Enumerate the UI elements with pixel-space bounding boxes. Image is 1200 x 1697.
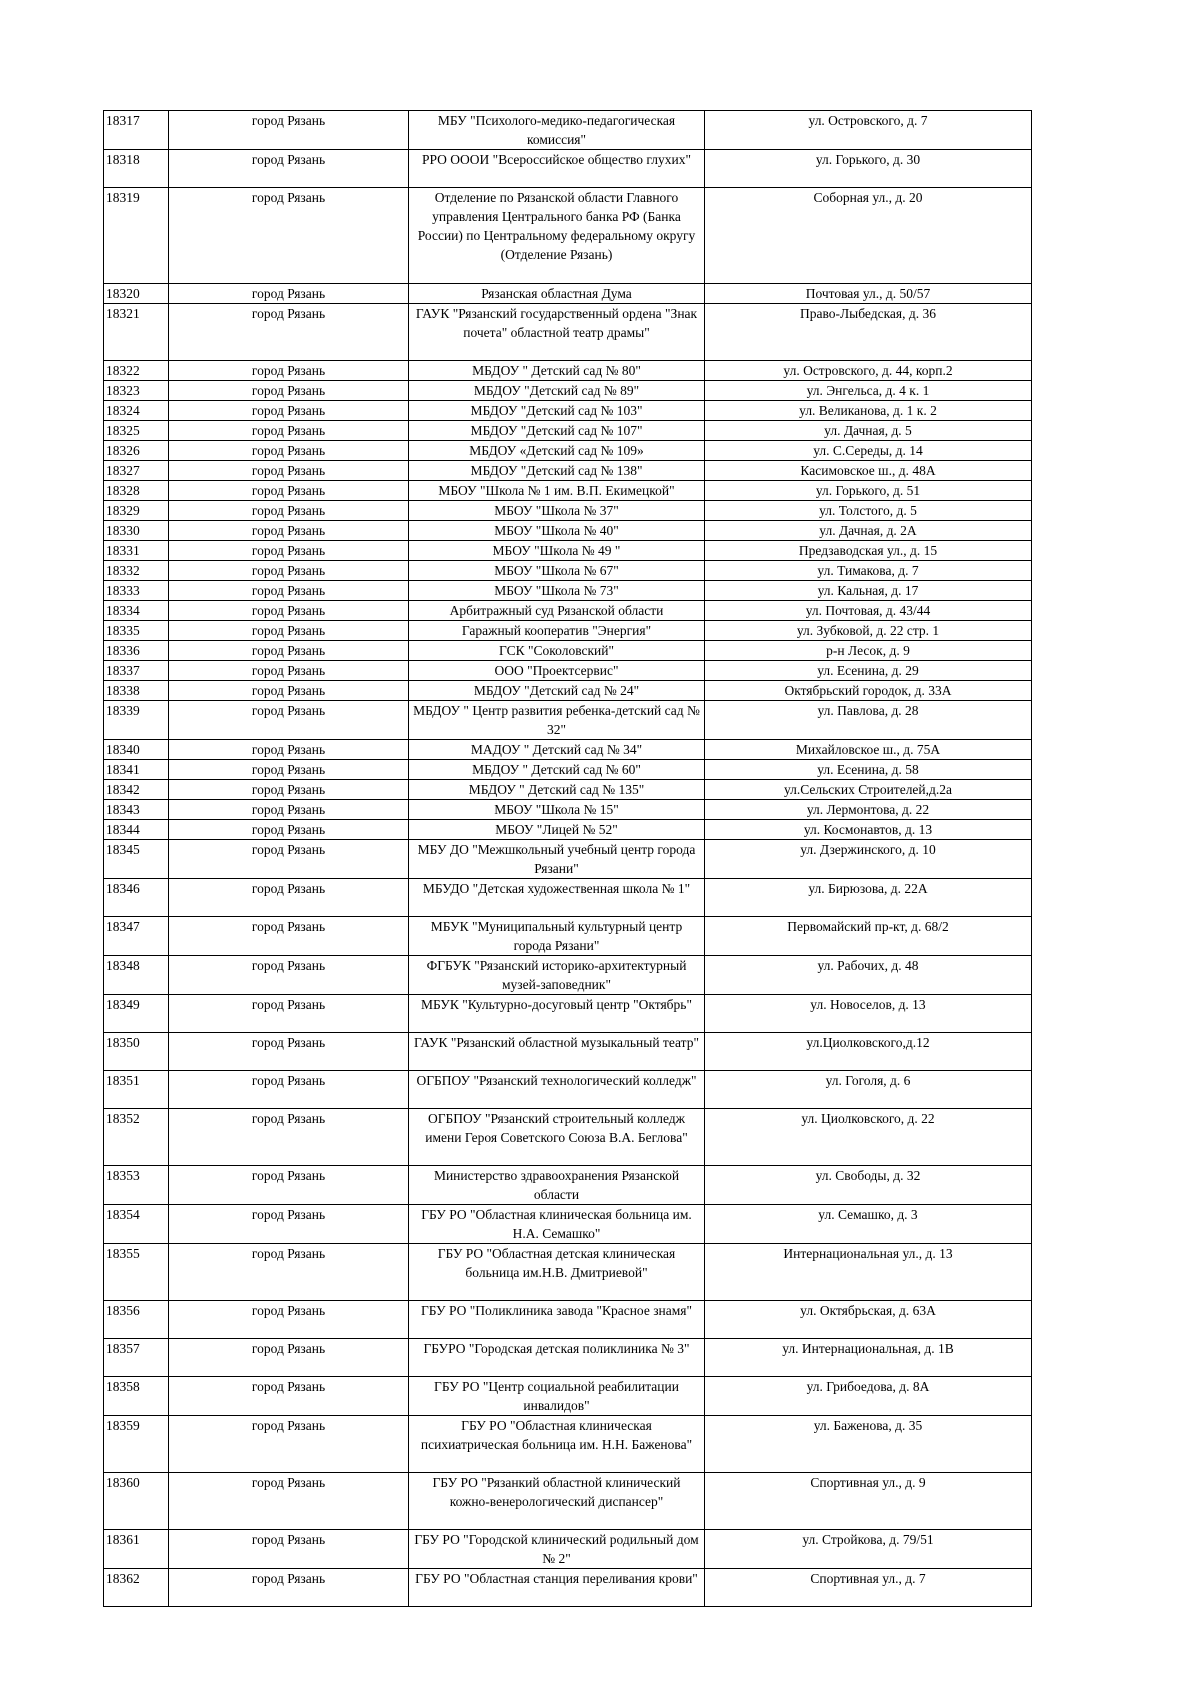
row-number-cell: 18325 xyxy=(104,421,169,441)
row-number-cell: 18330 xyxy=(104,521,169,541)
row-number-cell: 18340 xyxy=(104,740,169,760)
city-cell: город Рязань xyxy=(169,1377,409,1416)
registry-table-body xyxy=(104,111,1032,1607)
address-cell: Спортивная ул., д. 7 xyxy=(705,1569,1032,1607)
row-number-cell: 18338 xyxy=(104,681,169,701)
row-number-cell: 18357 xyxy=(104,1339,169,1377)
table-row xyxy=(104,1244,1032,1301)
city-cell: город Рязань xyxy=(169,740,409,760)
row-number-cell: 18341 xyxy=(104,760,169,780)
address-cell: ул. Островского, д. 44, корп.2 xyxy=(705,361,1032,381)
organization-cell: Рязанская областная Дума xyxy=(409,284,705,304)
organization-cell: ГБУ РО "Областная станция переливания крови" xyxy=(409,1569,705,1607)
row-number-cell: 18347 xyxy=(104,917,169,956)
row-number-cell: 18332 xyxy=(104,561,169,581)
address-cell: ул. Есенина, д. 58 xyxy=(705,760,1032,780)
city-cell: город Рязань xyxy=(169,541,409,561)
address-cell: ул. С.Середы, д. 14 xyxy=(705,441,1032,461)
organization-cell: ГБУ РО "Областная детская клиническая больница им.Н.В. Дмитриевой" xyxy=(409,1244,705,1301)
table-row xyxy=(104,521,1032,541)
organization-cell: МБУ "Психолого-медико-педагогическая комиссия" xyxy=(409,111,705,150)
organization-cell: РРО ОООИ "Всероссийское общество глухих" xyxy=(409,150,705,188)
table-row xyxy=(104,284,1032,304)
row-number-cell: 18352 xyxy=(104,1109,169,1166)
organization-cell: МБУДО "Детская художественная школа № 1" xyxy=(409,879,705,917)
address-cell: ул. Лермонтова, д. 22 xyxy=(705,800,1032,820)
city-cell: город Рязань xyxy=(169,1569,409,1607)
table-row xyxy=(104,780,1032,800)
organization-cell: МБДОУ " Детский сад № 80" xyxy=(409,361,705,381)
address-cell: ул. Дачная, д. 2А xyxy=(705,521,1032,541)
row-number-cell: 18319 xyxy=(104,188,169,284)
address-cell: Почтовая ул., д. 50/57 xyxy=(705,284,1032,304)
city-cell: город Рязань xyxy=(169,917,409,956)
address-cell: ул. Циолковского, д. 22 xyxy=(705,1109,1032,1166)
address-cell: ул. Семашко, д. 3 xyxy=(705,1205,1032,1244)
table-row xyxy=(104,541,1032,561)
row-number-cell: 18342 xyxy=(104,780,169,800)
organization-cell: МБУ ДО "Межшкольный учебный центр города Рязани" xyxy=(409,840,705,879)
address-cell: р-н Лесок, д. 9 xyxy=(705,641,1032,661)
table-row xyxy=(104,581,1032,601)
organization-cell: ГБУ РО "Поликлиника завода "Красное знамя" xyxy=(409,1301,705,1339)
row-number-cell: 18323 xyxy=(104,381,169,401)
row-number-cell: 18361 xyxy=(104,1530,169,1569)
table-row xyxy=(104,820,1032,840)
organization-cell: ГБУ РО "Центр социальной реабилитации инвалидов" xyxy=(409,1377,705,1416)
city-cell: город Рязань xyxy=(169,760,409,780)
table-row xyxy=(104,641,1032,661)
row-number-cell: 18339 xyxy=(104,701,169,740)
row-number-cell: 18335 xyxy=(104,621,169,641)
organization-cell: МБОУ "Школа № 73" xyxy=(409,581,705,601)
table-row xyxy=(104,760,1032,780)
table-row xyxy=(104,1109,1032,1166)
organization-cell: МБДОУ " Детский сад № 60" xyxy=(409,760,705,780)
city-cell: город Рязань xyxy=(169,421,409,441)
row-number-cell: 18331 xyxy=(104,541,169,561)
organization-cell: ГАУК "Рязанский областной музыкальный театр" xyxy=(409,1033,705,1071)
address-cell: ул. Островского, д. 7 xyxy=(705,111,1032,150)
organization-cell: ГБУ РО "Рязанкий областной клинический кожно-венерологический диспансер" xyxy=(409,1473,705,1530)
city-cell: город Рязань xyxy=(169,1339,409,1377)
address-cell: ул. Интернациональная, д. 1В xyxy=(705,1339,1032,1377)
city-cell: город Рязань xyxy=(169,561,409,581)
row-number-cell: 18354 xyxy=(104,1205,169,1244)
address-cell: Касимовское ш., д. 48А xyxy=(705,461,1032,481)
row-number-cell: 18328 xyxy=(104,481,169,501)
address-cell: ул.Сельских Строителей,д.2а xyxy=(705,780,1032,800)
table-row xyxy=(104,1205,1032,1244)
address-cell: ул. Гоголя, д. 6 xyxy=(705,1071,1032,1109)
table-row xyxy=(104,1071,1032,1109)
row-number-cell: 18329 xyxy=(104,501,169,521)
row-number-cell: 18351 xyxy=(104,1071,169,1109)
address-cell: ул. Есенина, д. 29 xyxy=(705,661,1032,681)
address-cell: Право-Лыбедская, д. 36 xyxy=(705,304,1032,361)
city-cell: город Рязань xyxy=(169,820,409,840)
address-cell: Соборная ул., д. 20 xyxy=(705,188,1032,284)
table-row xyxy=(104,1033,1032,1071)
row-number-cell: 18334 xyxy=(104,601,169,621)
row-number-cell: 18343 xyxy=(104,800,169,820)
city-cell: город Рязань xyxy=(169,879,409,917)
city-cell: город Рязань xyxy=(169,401,409,421)
address-cell: Предзаводская ул., д. 15 xyxy=(705,541,1032,561)
city-cell: город Рязань xyxy=(169,701,409,740)
city-cell: город Рязань xyxy=(169,150,409,188)
table-row xyxy=(104,401,1032,421)
organization-cell: МБУК "Культурно-досуговый центр "Октябрь" xyxy=(409,995,705,1033)
address-cell: Интернациональная ул., д. 13 xyxy=(705,1244,1032,1301)
organization-cell: Арбитражный суд Рязанской области xyxy=(409,601,705,621)
city-cell: город Рязань xyxy=(169,641,409,661)
organization-cell: МБДОУ "Детский сад № 89" xyxy=(409,381,705,401)
city-cell: город Рязань xyxy=(169,800,409,820)
address-cell: ул.Циолковского,д.12 xyxy=(705,1033,1032,1071)
address-cell: ул. Октябрьская, д. 63А xyxy=(705,1301,1032,1339)
city-cell: город Рязань xyxy=(169,1109,409,1166)
table-row xyxy=(104,381,1032,401)
table-row xyxy=(104,956,1032,995)
city-cell: город Рязань xyxy=(169,1301,409,1339)
organization-cell: МБОУ "Школа № 15" xyxy=(409,800,705,820)
table-row xyxy=(104,740,1032,760)
row-number-cell: 18336 xyxy=(104,641,169,661)
address-cell: Спортивная ул., д. 9 xyxy=(705,1473,1032,1530)
city-cell: город Рязань xyxy=(169,581,409,601)
row-number-cell: 18324 xyxy=(104,401,169,421)
organization-cell: МБДОУ "Детский сад № 24" xyxy=(409,681,705,701)
organization-cell: ГБУ РО "Областная клиническая больница им. Н.А. Семашко" xyxy=(409,1205,705,1244)
row-number-cell: 18360 xyxy=(104,1473,169,1530)
table-row xyxy=(104,481,1032,501)
organization-cell: МБОУ "Лицей № 52" xyxy=(409,820,705,840)
organization-cell: МБОУ "Школа № 40" xyxy=(409,521,705,541)
address-cell: ул. Стройкова, д. 79/51 xyxy=(705,1530,1032,1569)
address-cell: ул. Бирюзова, д. 22А xyxy=(705,879,1032,917)
organization-cell: МАДОУ " Детский сад № 34" xyxy=(409,740,705,760)
table-row xyxy=(104,995,1032,1033)
table-row xyxy=(104,681,1032,701)
city-cell: город Рязань xyxy=(169,1166,409,1205)
address-cell: ул. Дачная, д. 5 xyxy=(705,421,1032,441)
address-cell: ул. Почтовая, д. 43/44 xyxy=(705,601,1032,621)
organization-cell: ОГБПОУ "Рязанский строительный колледж имени Героя Советского Союза В.А. Беглова" xyxy=(409,1109,705,1166)
table-row xyxy=(104,1301,1032,1339)
address-cell: ул. Горького, д. 51 xyxy=(705,481,1032,501)
row-number-cell: 18346 xyxy=(104,879,169,917)
address-cell: Михайловское ш., д. 75А xyxy=(705,740,1032,760)
table-row xyxy=(104,701,1032,740)
city-cell: город Рязань xyxy=(169,1205,409,1244)
organization-cell: ООО "Проектсервис" xyxy=(409,661,705,681)
table-row xyxy=(104,501,1032,521)
address-cell: ул. Горького, д. 30 xyxy=(705,150,1032,188)
city-cell: город Рязань xyxy=(169,501,409,521)
address-cell: ул. Зубковой, д. 22 стр. 1 xyxy=(705,621,1032,641)
row-number-cell: 18345 xyxy=(104,840,169,879)
row-number-cell: 18359 xyxy=(104,1416,169,1473)
organization-cell: ГАУК "Рязанский государственный ордена "Знак почета" областной театр драмы" xyxy=(409,304,705,361)
address-cell: ул. Энгельса, д. 4 к. 1 xyxy=(705,381,1032,401)
table-row xyxy=(104,441,1032,461)
table-row xyxy=(104,1473,1032,1530)
registry-table xyxy=(103,110,1032,1607)
organization-cell: МБОУ "Школа № 1 им. В.П. Екимецкой" xyxy=(409,481,705,501)
table-row xyxy=(104,1416,1032,1473)
city-cell: город Рязань xyxy=(169,1033,409,1071)
row-number-cell: 18337 xyxy=(104,661,169,681)
city-cell: город Рязань xyxy=(169,1416,409,1473)
table-row xyxy=(104,1166,1032,1205)
table-row xyxy=(104,150,1032,188)
city-cell: город Рязань xyxy=(169,661,409,681)
city-cell: город Рязань xyxy=(169,1473,409,1530)
city-cell: город Рязань xyxy=(169,780,409,800)
table-row xyxy=(104,879,1032,917)
address-cell: ул. Толстого, д. 5 xyxy=(705,501,1032,521)
table-row xyxy=(104,917,1032,956)
city-cell: город Рязань xyxy=(169,304,409,361)
table-row xyxy=(104,461,1032,481)
organization-cell: ФГБУК "Рязанский историко-архитектурный музей-заповедник" xyxy=(409,956,705,995)
organization-cell: ОГБПОУ "Рязанский технологический колледж" xyxy=(409,1071,705,1109)
address-cell: ул. Тимакова, д. 7 xyxy=(705,561,1032,581)
city-cell: город Рязань xyxy=(169,521,409,541)
row-number-cell: 18327 xyxy=(104,461,169,481)
row-number-cell: 18333 xyxy=(104,581,169,601)
table-row xyxy=(104,111,1032,150)
city-cell: город Рязань xyxy=(169,621,409,641)
organization-cell: МБОУ "Школа № 49 " xyxy=(409,541,705,561)
row-number-cell: 18348 xyxy=(104,956,169,995)
table-row xyxy=(104,188,1032,284)
organization-cell: Отделение по Рязанской области Главного управления Центрального банка РФ (Банка России) по Центральному федеральному округу (Отделение Рязань) xyxy=(409,188,705,284)
table-row xyxy=(104,421,1032,441)
organization-cell: МБДОУ "Детский сад № 107" xyxy=(409,421,705,441)
row-number-cell: 18320 xyxy=(104,284,169,304)
table-row xyxy=(104,800,1032,820)
city-cell: город Рязань xyxy=(169,441,409,461)
row-number-cell: 18356 xyxy=(104,1301,169,1339)
organization-cell: МБДОУ "Детский сад № 103" xyxy=(409,401,705,421)
table-row xyxy=(104,601,1032,621)
city-cell: город Рязань xyxy=(169,381,409,401)
organization-cell: МБОУ "Школа № 37" xyxy=(409,501,705,521)
address-cell: ул. Павлова, д. 28 xyxy=(705,701,1032,740)
table-row xyxy=(104,1530,1032,1569)
row-number-cell: 18317 xyxy=(104,111,169,150)
address-cell: ул. Космонавтов, д. 13 xyxy=(705,820,1032,840)
organization-cell: МБОУ "Школа № 67" xyxy=(409,561,705,581)
row-number-cell: 18344 xyxy=(104,820,169,840)
table-row xyxy=(104,561,1032,581)
row-number-cell: 18318 xyxy=(104,150,169,188)
organization-cell: ГБУ РО "Областная клиническая психиатрическая больница им. Н.Н. Баженова" xyxy=(409,1416,705,1473)
organization-cell: ГСК "Соколовский" xyxy=(409,641,705,661)
organization-cell: ГБУРО "Городская детская поликлиника № 3" xyxy=(409,1339,705,1377)
address-cell: ул. Великанова, д. 1 к. 2 xyxy=(705,401,1032,421)
row-number-cell: 18358 xyxy=(104,1377,169,1416)
organization-cell: Министерство здравоохранения Рязанской области xyxy=(409,1166,705,1205)
row-number-cell: 18321 xyxy=(104,304,169,361)
row-number-cell: 18355 xyxy=(104,1244,169,1301)
organization-cell: Гаражный кооператив "Энергия" xyxy=(409,621,705,641)
city-cell: город Рязань xyxy=(169,840,409,879)
address-cell: Октябрьский городок, д. 33А xyxy=(705,681,1032,701)
city-cell: город Рязань xyxy=(169,1071,409,1109)
city-cell: город Рязань xyxy=(169,681,409,701)
city-cell: город Рязань xyxy=(169,1244,409,1301)
address-cell: Первомайский пр-кт, д. 68/2 xyxy=(705,917,1032,956)
table-row xyxy=(104,1377,1032,1416)
city-cell: город Рязань xyxy=(169,188,409,284)
address-cell: ул. Свободы, д. 32 xyxy=(705,1166,1032,1205)
organization-cell: МБДОУ " Центр развития ребенка-детский сад № 32" xyxy=(409,701,705,740)
address-cell: ул. Дзержинского, д. 10 xyxy=(705,840,1032,879)
address-cell: ул. Баженова, д. 35 xyxy=(705,1416,1032,1473)
row-number-cell: 18350 xyxy=(104,1033,169,1071)
organization-cell: ГБУ РО "Городской клинический родильный дом № 2" xyxy=(409,1530,705,1569)
row-number-cell: 18326 xyxy=(104,441,169,461)
address-cell: ул. Новоселов, д. 13 xyxy=(705,995,1032,1033)
city-cell: город Рязань xyxy=(169,461,409,481)
row-number-cell: 18322 xyxy=(104,361,169,381)
city-cell: город Рязань xyxy=(169,481,409,501)
table-row xyxy=(104,840,1032,879)
row-number-cell: 18353 xyxy=(104,1166,169,1205)
table-row xyxy=(104,1569,1032,1607)
row-number-cell: 18349 xyxy=(104,995,169,1033)
organization-cell: МБДОУ «Детский сад № 109» xyxy=(409,441,705,461)
city-cell: город Рязань xyxy=(169,601,409,621)
city-cell: город Рязань xyxy=(169,1530,409,1569)
city-cell: город Рязань xyxy=(169,995,409,1033)
table-row xyxy=(104,361,1032,381)
organization-cell: МБУК "Муниципальный культурный центр города Рязани" xyxy=(409,917,705,956)
table-row xyxy=(104,661,1032,681)
table-row xyxy=(104,304,1032,361)
address-cell: ул. Кальная, д. 17 xyxy=(705,581,1032,601)
city-cell: город Рязань xyxy=(169,361,409,381)
organization-cell: МБДОУ " Детский сад № 135" xyxy=(409,780,705,800)
table-row xyxy=(104,621,1032,641)
address-cell: ул. Грибоедова, д. 8А xyxy=(705,1377,1032,1416)
row-number-cell: 18362 xyxy=(104,1569,169,1607)
city-cell: город Рязань xyxy=(169,956,409,995)
address-cell: ул. Рабочих, д. 48 xyxy=(705,956,1032,995)
organization-cell: МБДОУ "Детский сад № 138" xyxy=(409,461,705,481)
table-row xyxy=(104,1339,1032,1377)
city-cell: город Рязань xyxy=(169,284,409,304)
city-cell: город Рязань xyxy=(169,111,409,150)
